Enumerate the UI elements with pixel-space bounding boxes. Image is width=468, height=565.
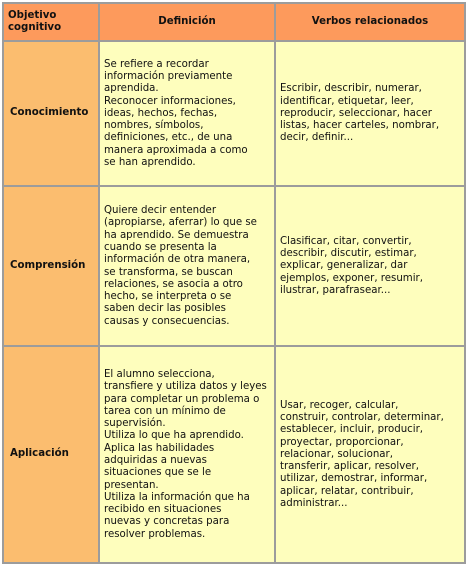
verbs-line: reproducir, seleccionar, hacer bbox=[280, 107, 432, 119]
verbs-cell bbox=[276, 42, 464, 185]
verbs-line: listas, hacer carteles, nombrar, bbox=[280, 120, 440, 132]
header-objective: Objetivo cognitivo bbox=[4, 4, 98, 40]
objective-cell: Comprensión bbox=[4, 187, 98, 345]
verbs-line: describir, discutir, estimar, bbox=[280, 248, 417, 260]
definition-line: recibido en situaciones bbox=[104, 504, 222, 516]
verbs-line: establecer, incluir, producir, bbox=[280, 424, 424, 436]
definition-line: información de otra manera, bbox=[104, 254, 251, 266]
definition-line: para completar un problema o bbox=[104, 393, 260, 405]
definition-cell bbox=[100, 347, 274, 562]
verbs-line: ejemplos, exponer, resumir, bbox=[280, 272, 423, 284]
verbs-line: decir, definir... bbox=[280, 132, 354, 144]
verbs-cell bbox=[276, 187, 464, 345]
definition-line: Se refiere a recordar bbox=[104, 58, 209, 70]
verbs-line: identificar, etiquetar, leer, bbox=[280, 95, 414, 107]
definition-line: situaciones que se le bbox=[104, 467, 212, 479]
definition-line: se han aprendido. bbox=[104, 157, 196, 169]
table-row bbox=[4, 42, 464, 185]
verbs-line: administrar... bbox=[280, 498, 348, 510]
definition-line: ideas, hechos, fechas, bbox=[104, 107, 218, 119]
definition-cell bbox=[100, 42, 274, 185]
definition-line: se transforma, se buscan bbox=[104, 266, 233, 278]
header-definition: Definición bbox=[100, 4, 274, 40]
definition-line: hecho, se interpreta o se bbox=[104, 291, 232, 303]
definition-line: definiciones, etc., de una bbox=[104, 132, 233, 144]
definition-cell bbox=[100, 187, 274, 345]
definition-line: Reconocer informaciones, bbox=[104, 95, 236, 107]
definition-line: tarea con un mínimo de bbox=[104, 405, 226, 417]
verbs-line: ilustrar, parafrasear... bbox=[280, 284, 391, 296]
definition-line: adquiridas a nuevas bbox=[104, 455, 207, 466]
verbs-line: relacionar, solucionar, bbox=[280, 448, 393, 460]
definition-line: Utiliza lo que ha aprendido. bbox=[104, 430, 244, 442]
verbs-line: explicar, generalizar, dar bbox=[280, 260, 408, 272]
definition-line: ha aprendido. Se demuestra bbox=[104, 229, 249, 241]
objective-cell: Conocimiento bbox=[4, 42, 98, 185]
definition-line: información previamente bbox=[104, 70, 233, 82]
bloom-taxonomy-table bbox=[2, 2, 466, 564]
verbs-line: construir, controlar, determinar, bbox=[280, 411, 444, 423]
definition-line: cuando se presenta la bbox=[104, 241, 217, 253]
definition-line: El alumno selecciona, bbox=[104, 368, 215, 380]
definition-line: resolver problemas. bbox=[104, 528, 206, 540]
objective-cell: Aplicación bbox=[4, 347, 98, 562]
definition-line: Quiere decir entender bbox=[104, 205, 217, 217]
verbs-line: transferir, aplicar, resolver, bbox=[280, 461, 419, 473]
table-row bbox=[4, 347, 464, 562]
table-row bbox=[4, 187, 464, 345]
definition-line: supervisión. bbox=[104, 418, 166, 430]
definition-line: nuevas y concretas para bbox=[104, 516, 230, 528]
verbs-line: Clasificar, citar, convertir, bbox=[280, 235, 412, 247]
definition-line: aprendida. bbox=[104, 83, 159, 95]
verbs-line: Escribir, describir, numerar, bbox=[280, 83, 422, 95]
definition-line: manera aproximada a como bbox=[104, 144, 248, 156]
definition-line: relaciones, se asocia a otro bbox=[104, 278, 243, 290]
verbs-cell bbox=[276, 347, 464, 562]
definition-line: Utiliza la información que ha bbox=[104, 491, 250, 503]
definition-line: presentan. bbox=[104, 479, 159, 491]
definition-line: nombres, símbolos, bbox=[104, 120, 204, 132]
definition-line: causas y consecuencias. bbox=[104, 315, 230, 327]
header-verbs: Verbos relacionados bbox=[276, 4, 464, 40]
verbs-line: proyectar, proporcionar, bbox=[280, 436, 404, 448]
header-row bbox=[4, 4, 464, 40]
definition-line: Aplica las habilidades bbox=[104, 442, 215, 454]
verbs-line: aplicar, relatar, contribuir, bbox=[280, 485, 414, 497]
verbs-line: Usar, recoger, calcular, bbox=[280, 399, 399, 411]
verbs-line: utilizar, demostrar, informar, bbox=[280, 473, 428, 485]
definition-line: saben decir las posibles bbox=[104, 303, 226, 315]
definition-line: (apropiarse, aferrar) lo que se bbox=[104, 217, 257, 229]
definition-line: transfiere y utiliza datos y leyes bbox=[104, 381, 267, 393]
